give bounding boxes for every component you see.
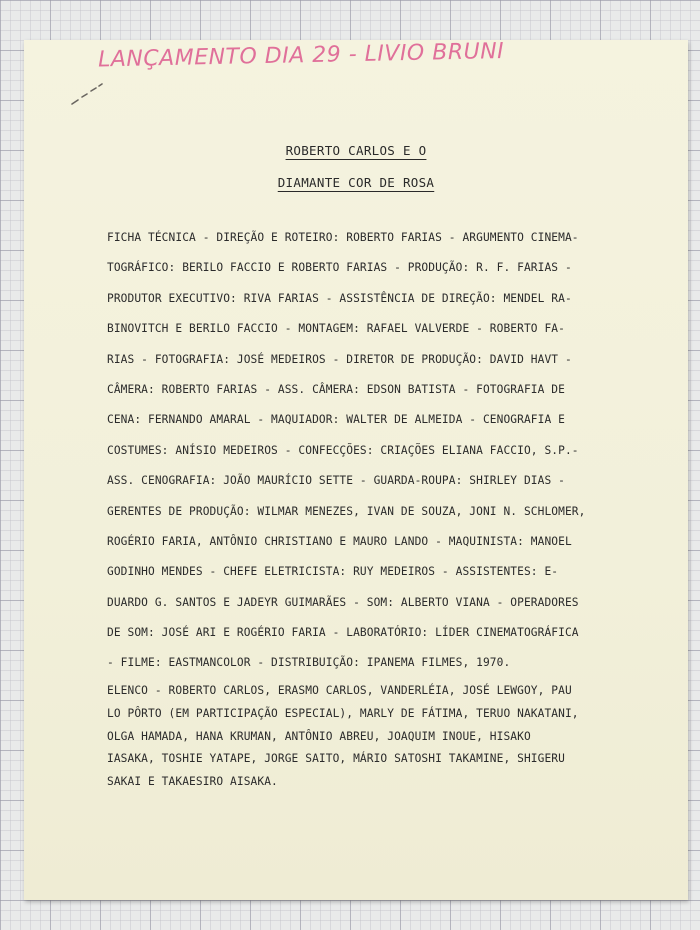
ficha-line: PRODUTOR EXECUTIVO: RIVA FARIAS - ASSISTÊNCIA DE DIREÇÃO: MENDEL RA-	[107, 291, 572, 305]
title-line-2: DIAMANTE COR DE ROSA	[277, 175, 435, 190]
ficha-line: BINOVITCH E BERILO FACCIO - MONTAGEM: RAFAEL VALVERDE - ROBERTO FA-	[107, 322, 565, 336]
ficha-line: COSTUMES: ANÍSIO MEDEIROS - CONFECÇÕES: CRIAÇÕES ELIANA FACCIO, S.P.-	[107, 443, 579, 457]
pencil-mark	[70, 82, 104, 106]
elenco-line: SAKAI E TAKAESIRO AISAKA.	[107, 775, 278, 789]
ficha-line: FICHA TÉCNICA - DIREÇÃO E ROTEIRO: ROBERTO FARIAS - ARGUMENTO CINEMA-	[107, 231, 579, 244]
ficha-line: ROGÉRIO FARIA, ANTÔNIO CHRISTIANO E MAURO LANDO - MAQUINISTA: MANOEL	[107, 534, 572, 548]
ficha-line: TOGRÁFICO: BERILO FACCIO E ROBERTO FARIAS - PRODUÇÃO: R. F. FARIAS -	[107, 261, 572, 275]
elenco-paragraph	[107, 680, 652, 794]
ficha-tecnica-paragraph	[107, 223, 652, 679]
ficha-line: RIAS - FOTOGRAFIA: JOSÉ MEDEIROS - DIRETOR DE PRODUÇÃO: DAVID HAVT -	[107, 352, 572, 366]
ficha-line: DE SOM: JOSÉ ARI E ROGÉRIO FARIA - LABORATÓRIO: LÍDER CINEMATOGRÁFICA	[107, 626, 579, 640]
title-line-1: ROBERTO CARLOS E O	[285, 143, 427, 158]
ficha-line: ASS. CENOGRAFIA: JOÃO MAURÍCIO SETTE - GUARDA-ROUPA: SHIRLEY DIAS -	[107, 474, 565, 488]
elenco-line: IASAKA, TOSHIE YATAPE, JORGE SAITO, MÁRIO SATOSHI TAKAMINE, SHIGERU	[107, 752, 565, 766]
elenco-line: OLGA HAMADA, HANA KRUMAN, ANTÔNIO ABREU, JOAQUIM INOUE, HISAKO	[107, 729, 531, 743]
ficha-line: GERENTES DE PRODUÇÃO: WILMAR MENEZES, IVAN DE SOUZA, JONI N. SCHLOMER,	[107, 504, 586, 518]
ficha-line: CÂMERA: ROBERTO FARIAS - ASS. CÂMERA: EDSON BATISTA - FOTOGRAFIA DE	[107, 382, 565, 396]
ficha-line: GODINHO MENDES - CHEFE ELETRICISTA: RUY MEDEIROS - ASSISTENTES: E-	[107, 565, 559, 579]
elenco-line: ELENCO - ROBERTO CARLOS, ERASMO CARLOS, VANDERLÉIA, JOSÉ LEWGOY, PAU	[107, 684, 572, 697]
ficha-line: DUARDO G. SANTOS E JADEYR GUIMARÃES - SOM: ALBERTO VIANA - OPERADORES	[107, 595, 579, 609]
handwritten-note: LANÇAMENTO DIA 29 - LIVIO BRUNI	[97, 38, 505, 73]
ficha-line: CENA: FERNANDO AMARAL - MAQUIADOR: WALTER DE ALMEIDA - CENOGRAFIA E	[107, 413, 565, 427]
ficha-line: - FILME: EASTMANCOLOR - DISTRIBUIÇÃO: IPANEMA FILMES, 1970.	[107, 656, 511, 670]
elenco-line: LO PÔRTO (EM PARTICIPAÇÃO ESPECIAL), MARLY DE FÁTIMA, TERUO NAKATANI,	[107, 706, 579, 720]
